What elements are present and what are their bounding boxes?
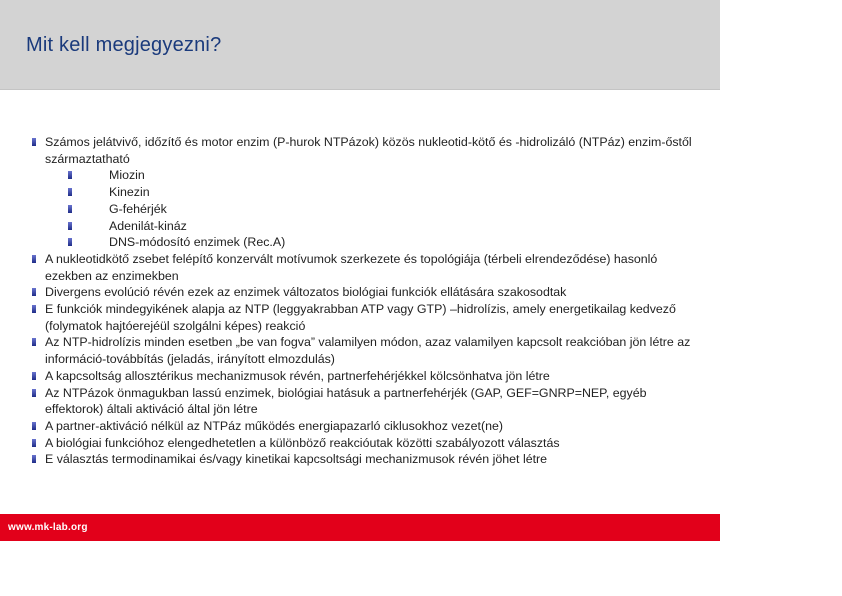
bullet-text: Divergens evolúció révén ezek az enzimek változatos biológiai funkciók ellátására szakosodtak: [45, 285, 567, 300]
slide-header: [0, 0, 720, 90]
bullet-icon: [32, 288, 36, 296]
bullet-icon: [68, 171, 72, 179]
bullet-item: [32, 368, 692, 385]
bullet-text: A nukleotidkötő zsebet felépítő konzervált motívumok szerkezete és topológiája (térbeli elrendeződése) hasonló ezekben az enzimekben: [45, 251, 658, 283]
sub-bullet-item: [32, 234, 692, 251]
bullet-icon: [32, 439, 36, 447]
sub-bullet-item: [32, 184, 692, 201]
bullet-item: [32, 418, 692, 435]
bullet-item: [32, 284, 692, 301]
bullet-item: [32, 251, 692, 284]
bullet-icon: [32, 372, 36, 380]
bullet-text: Az NTP-hidrolízis minden esetben „be van fogva” valamilyen módon, azaz valamilyen kapcsolt reakcióban jön létre az információ-továbbítás (jeladás, irányított elmozdulás): [45, 335, 691, 367]
bullet-icon: [32, 338, 36, 346]
bullet-text: Kinezin: [109, 185, 150, 200]
bullet-icon: [32, 389, 36, 397]
bullet-text: DNS-módosító enzimek (Rec.A): [109, 235, 286, 250]
sub-bullet-item: [32, 167, 692, 184]
bullet-item: [32, 134, 692, 167]
bullet-icon: [68, 238, 72, 246]
bullet-text: Miozin: [109, 168, 145, 183]
bullet-text: Adenilát-kináz: [109, 218, 187, 233]
bullet-icon: [68, 188, 72, 196]
bullet-text: Az NTPázok önmagukban lassú enzimek, biológiai hatásuk a partnerfehérjék (GAP, GEF=GNRP=NEP, egyéb effektorok) általi aktiváció által jön létre: [45, 385, 647, 417]
bullet-text: A partner-aktiváció nélkül az NTPáz működés energiapazarló ciklusokhoz vezet(ne): [45, 418, 503, 433]
footer-url[interactable]: www.mk-lab.org: [8, 522, 88, 533]
bullet-text: E funkciók mindegyikének alapja az NTP (leggyakrabban ATP vagy GTP) –hidrolízis, amely energetikailag kedvező (folymatok hajtóerejéül szolgálni képes) reakció: [45, 302, 676, 333]
bullet-text: G-fehérjék: [109, 201, 167, 216]
sub-bullet-item: [32, 218, 692, 235]
sub-bullet-item: [32, 201, 692, 218]
bullet-text: Számos jelátvivő, időzítő és motor enzim (P-hurok NTPázok) közös nukleotid-kötő és -hidrolizáló (NTPáz) enzim-őstől származtatható: [45, 135, 692, 166]
bullet-text: A kapcsoltság allosztérikus mechanizmusok révén, partnerfehérjékkel kölcsönhatva jön létre: [45, 368, 550, 383]
bullet-icon: [68, 222, 72, 230]
bullet-text: A biológiai funkcióhoz elengedhetetlen a különböző reakcióutak közötti szabályozott választás: [45, 435, 560, 450]
bullet-item: [32, 435, 692, 452]
bullet-icon: [32, 422, 36, 430]
bullet-item: [32, 334, 692, 367]
bullet-icon: [32, 455, 36, 463]
bullet-icon: [32, 255, 36, 263]
bullet-text: E választás termodinamikai és/vagy kinetikai kapcsoltsági mechanizmusok révén jöhet létre: [45, 452, 548, 467]
bullet-item: [32, 451, 692, 468]
slide-title: Mit kell megjegyezni?: [26, 34, 222, 56]
bullet-list: [32, 134, 692, 468]
bullet-item: [32, 301, 692, 334]
bullet-item: [32, 385, 692, 418]
bullet-icon: [68, 205, 72, 213]
footer-bar: [0, 514, 720, 541]
bullet-icon: [32, 305, 36, 313]
bullet-icon: [32, 138, 36, 146]
